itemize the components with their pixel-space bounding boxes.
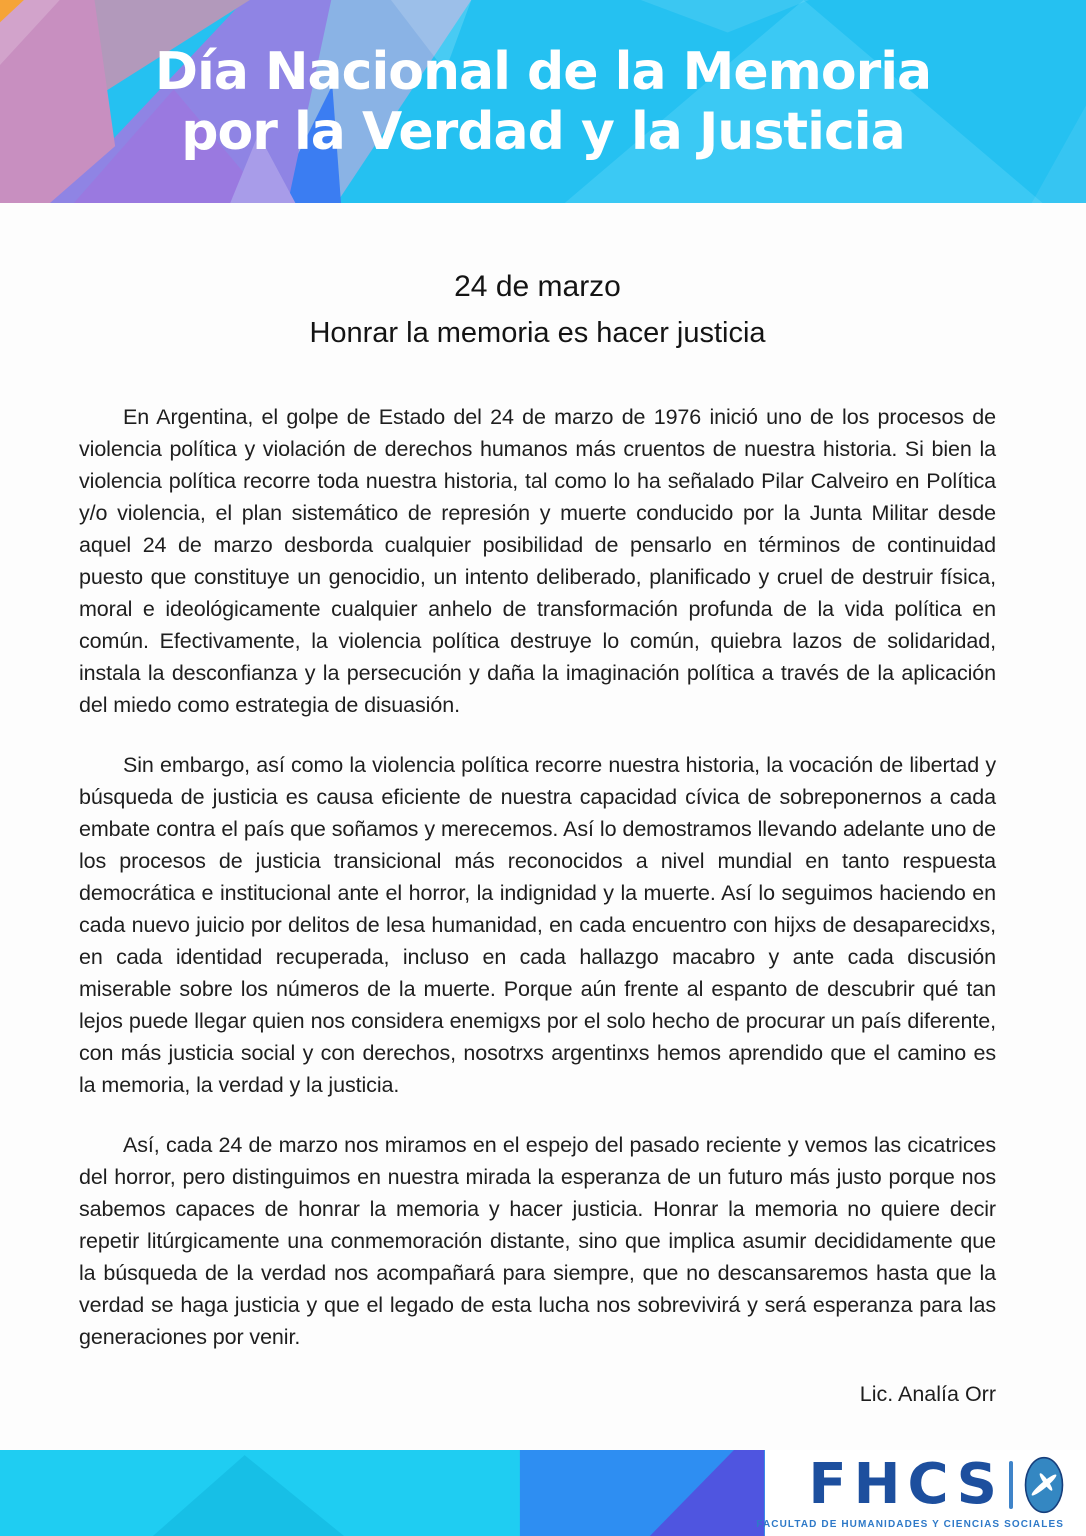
signature: Lic. Analía Orr (859, 1382, 996, 1406)
footer-facet-blue (0, 1450, 765, 1536)
bird-emblem-icon (1024, 1456, 1064, 1514)
fhcs-logo (756, 1452, 1064, 1530)
date-heading: 24 de marzo (454, 270, 621, 303)
page-title-line2: por la Verdad y la Justicia (181, 101, 905, 162)
paragraph-1: En Argentina, el golpe de Estado del 24 de marzo de 1976 inició uno de los procesos de violencia política y violación de derechos humanos más cruentos de nuestra historia. Si bien la violencia política recorre toda nuestra historia, tal como lo ha señalado Pilar Calveiro en Política y/o violencia, el plan sistemático de represión y muerte conducido por la Junta Militar desde aquel 24 de marzo desborda cualquier posibilidad de pensarlo en términos de continuidad puesto que constituye un genocidio, un intento deliberado, planificado y cruel de destruir física, moral e ideológicamente cualquier anhelo de transformación profunda de la vida política en común. Efectivamente, la violencia política destruye lo común, quiebra lazos de solidaridad, instala la desconfianza y la persecución y daña la imaginación política a través de la aplicación del miedo como estrategia de disuasión. (79, 405, 996, 717)
fhcs-logo-row (756, 1452, 1064, 1517)
paragraph-2: Sin embargo, así como la violencia política recorre nuestra historia, la vocación de libertad y búsqueda de justicia es causa eficiente de nuestra capacidad cívica de sobreponernos a cada embate contra el país que soñamos y merecemos. Así lo demostramos llevando adelante uno de los procesos de justicia transicional más reconocidos a nivel mundial en tanto respuesta democrática e institucional ante el horror, la indignidad y la muerte. Así lo seguimos haciendo en cada nuevo juicio por delitos de lesa humanidad, en cada encuentro con hijxs de desaparecidxs, en cada identidad recuperada, incluso en cada hallazgo macabro y ante cada discusión miserable sobre los números de la muerte. Porque aún frente al espanto de descubrir qué tan lejos puede llegar quien nos considera enemigxs por el solo hecho de procurar un país diferente, con más justicia social y con derechos, nosotrxs argentinxs hemos aprendido que el camino es la memoria, la verdad y la justicia. (79, 753, 996, 1097)
fhcs-acronym: FHCS (808, 1452, 1004, 1517)
paragraph-3: Así, cada 24 de marzo nos miramos en el espejo del pasado reciente y vemos las cicatrices del horror, pero distinguimos en nuestra mirada la esperanza de un futuro más justo porque nos sabemos capaces de honrar la memoria y hacer justicia. Honrar la memoria no quiere decir repetir litúrgicamente una conmemoración distante, sino que implica asumir decididamente que la búsqueda de la verdad nos acompañará para siempre, que no descansaremos hasta que la verdad se haga justicia y que el legado de esta lucha nos sobrevivirá y será esperanza para las generaciones por venir. (79, 1133, 996, 1349)
logo-separator (1009, 1461, 1013, 1509)
header-banner (0, 0, 1086, 203)
subtitle-heading: Honrar la memoria es hacer justicia (309, 317, 766, 349)
footer-banner (0, 1450, 1086, 1536)
document-body (79, 203, 996, 1407)
page-title (0, 0, 1086, 203)
page-title-line1: Día Nacional de la Memoria (154, 41, 932, 102)
faculty-name: FACULTAD DE HUMANIDADES Y CIENCIAS SOCIALES (756, 1519, 1064, 1530)
paragraph-block (79, 401, 996, 1353)
footer-color-band (0, 1450, 765, 1536)
